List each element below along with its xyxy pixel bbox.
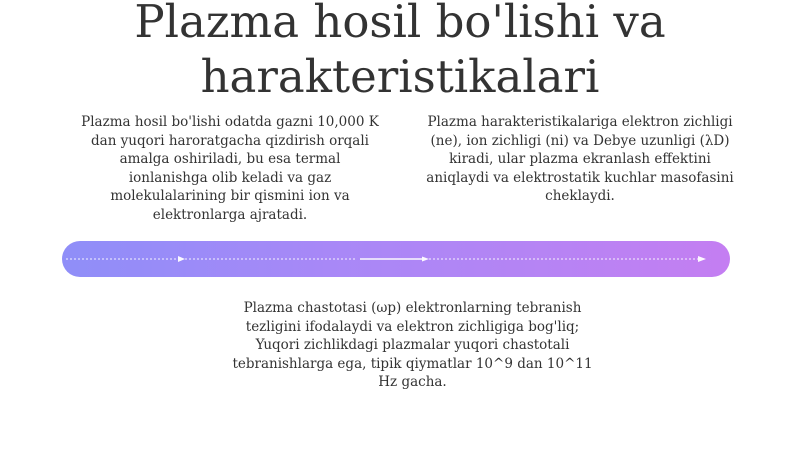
- timeline-bar: [62, 241, 730, 277]
- frequency-text: Plazma chastotasi (ωp) elektronlarning tebranish tezligini ifodalaydi va elektron zichligiga bog'liq; Yuqori zichlikdagi plazmalar yuqori chastotali tebranishlarga ega, tipik qiymatlar 10^9 dan 10^11 Hz gacha.: [232, 300, 593, 390]
- arrow-head-1: [178, 256, 185, 262]
- timeline-arrows: [62, 241, 730, 277]
- formation-text: Plazma hosil bo'lishi odatda gazni 10,000 K dan yuqori haroratgacha qizdirish orqali amalga oshiriladi, bu esa termal ionlanishga olib keladi va gaz molekulalarining bir qismini ion va elektronlarga ajratadi.: [81, 114, 379, 223]
- arrow-head-2: [422, 257, 429, 262]
- page-title: Plazma hosil bo'lishi va harakteristikalari: [134, 0, 666, 103]
- characteristics-text: Plazma harakteristikalariga elektron zichligi (ne), ion zichligi (ni) va Debye uzunligi (λD) kiradi, ular plazma ekranlash effektini aniqlaydi va elektrostatik kuchlar masofasini cheklaydi.: [426, 114, 734, 204]
- arrow-head-3: [698, 256, 706, 262]
